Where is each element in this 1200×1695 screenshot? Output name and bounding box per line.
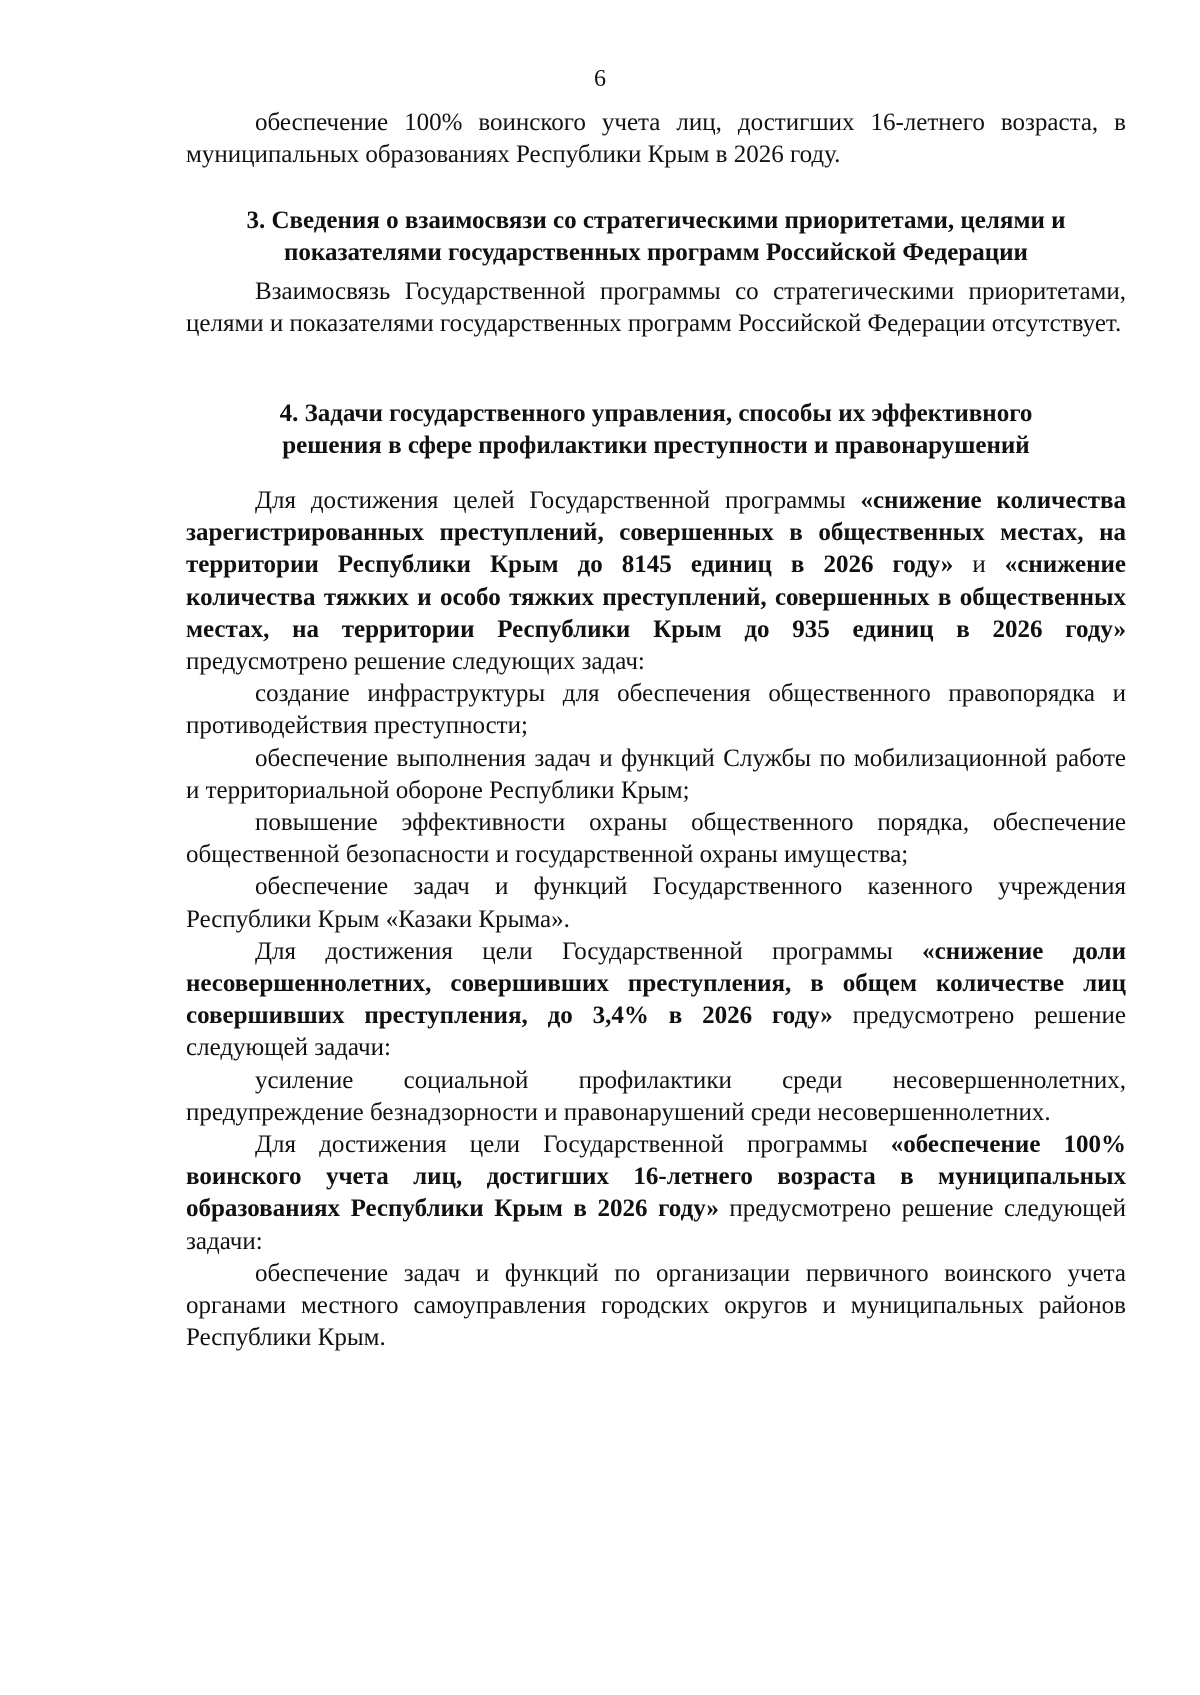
section-3 — [186, 205, 1126, 340]
section-4 — [186, 398, 1126, 1354]
goal-2-paragraph — [186, 936, 1126, 1065]
goal-1-tail: предусмотрено решение следующих задач: — [186, 648, 645, 676]
goal-1-paragraph — [186, 485, 1126, 678]
task-item: повышение эффективности охраны общественного порядка, обеспечение общественной безопасности и государственной охраны имущества; — [186, 809, 1126, 869]
goal-3-target: «обеспечение 100% воинского учета лиц, достигших 16-летнего возраста в муниципальных образованиях Республики Крым в 2026 году» — [186, 1131, 1126, 1223]
task-item: создание инфраструктуры для обеспечения общественного правопорядка и противодействия преступности; — [186, 680, 1126, 740]
task-item: обеспечение задач и функций Государственного казенного учреждения Республики Крым «Казаки Крыма». — [186, 873, 1126, 933]
goal-3-paragraph — [186, 1129, 1126, 1258]
goal-2-target: «снижение доли несовершеннолетних, совершивших преступления, в общем количестве лиц совершивших преступления, до 3,4% в 2026 году» — [186, 937, 1126, 1030]
goal-1-conjunction: и — [953, 551, 1005, 579]
section-4-heading-line-1: 4. Задачи государственного управления, способы их эффективного — [279, 400, 1033, 427]
goal-2-lead: Для достижения цели Государственной программы — [255, 937, 923, 965]
task-item: обеспечение задач и функций по организации первичного воинского учета органами местного самоуправления городских округов и муниципальных районов Республики Крым. — [186, 1259, 1126, 1352]
section-4-heading-line-2: решения в сфере профилактики преступности и правонарушений — [282, 431, 1030, 459]
goal-1-target-1: «снижение количества зарегистрированных преступлений, совершенных в общественных местах, на территории Республики Крым до 8145 единиц в 2026 году» — [186, 487, 1126, 579]
goal-2-tail: предусмотрено решение следующей задачи: — [186, 1002, 1126, 1062]
intro-paragraph: обеспечение 100% воинского учета лиц, достигших 16-летнего возраста, в муниципальных образованиях Республики Крым в 2026 году. — [186, 109, 1126, 169]
goal-1-target-2: «снижение количества тяжких и особо тяжких преступлений, совершенных в общественных местах, на территории Республики Крым до 935 единиц в 2026 году» — [186, 551, 1126, 643]
goal-3-lead: Для достижения цели Государственной программы — [255, 1131, 891, 1159]
task-item: обеспечение выполнения задач и функций Службы по мобилизационной работе и территориальной обороне Республики Крым; — [186, 744, 1126, 804]
section-3-heading-line-2: показателями государственных программ Российской Федерации — [284, 238, 1028, 266]
goal-3-tail: предусмотрено решение следующей задачи: — [186, 1195, 1126, 1255]
goal-1-lead: Для достижения целей Государственной программы — [255, 487, 861, 514]
intro-block — [186, 107, 1126, 171]
section-3-paragraph: Взаимосвязь Государственной программы со стратегическими приоритетами, целями и показателями государственных программ Российской Федерации отсутствует. — [186, 278, 1126, 338]
task-item: усиление социальной профилактики среди несовершеннолетних, предупреждение безнадзорности и правонарушений среди несовершеннолетних. — [186, 1066, 1126, 1126]
section-3-heading-line-1: 3. Сведения о взаимосвязи со стратегическими приоритетами, целями и — [246, 207, 1066, 234]
page-number: 6 — [594, 66, 606, 92]
